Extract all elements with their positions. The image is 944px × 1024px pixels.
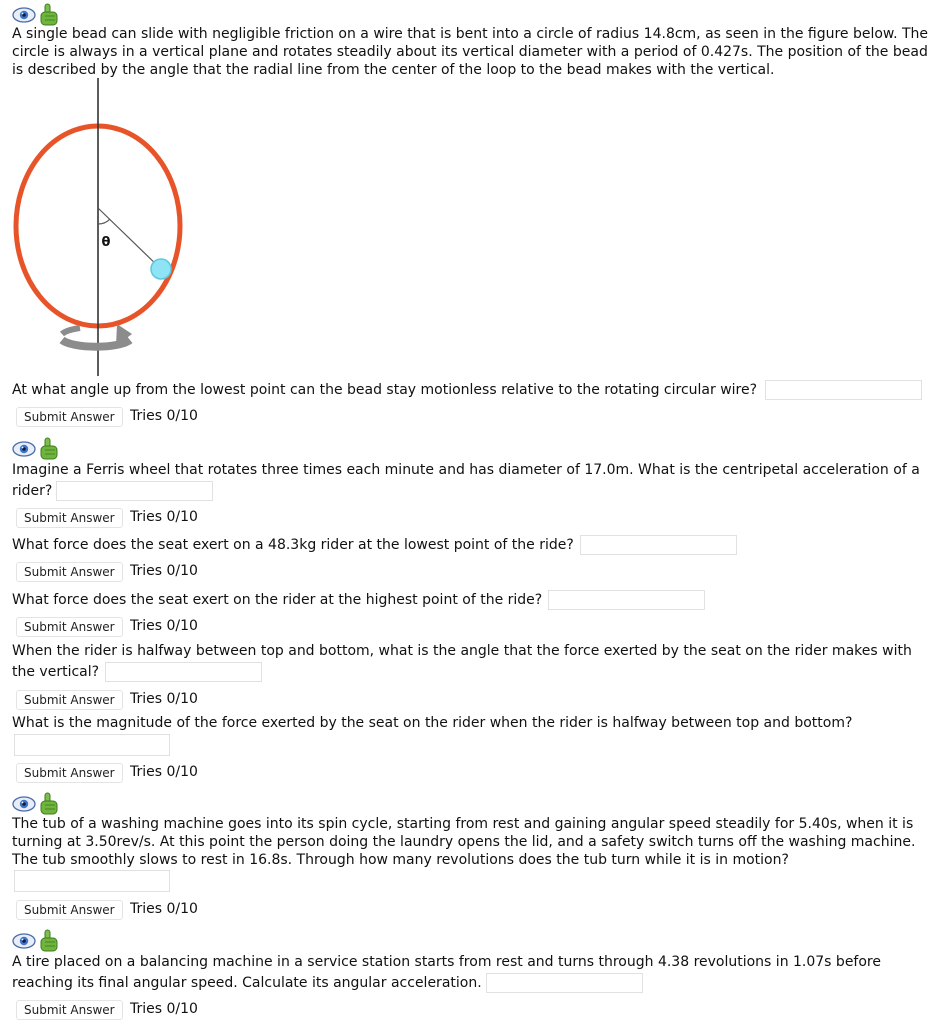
- tries-counter: Tries 0/10: [130, 764, 198, 780]
- problem-2-icons: [12, 437, 62, 461]
- tries-counter: Tries 0/10: [130, 563, 198, 579]
- answer-input[interactable]: [486, 973, 643, 993]
- answer-input[interactable]: [56, 481, 213, 501]
- tries-counter: Tries 0/10: [130, 1001, 198, 1017]
- question-text: At what angle up from the lowest point can the bead stay motionless relative to the rotating circular wire?: [12, 382, 758, 398]
- submit-answer-button[interactable]: Submit Answer: [16, 617, 123, 637]
- problem-4-icons: [12, 929, 62, 953]
- submit-answer-button[interactable]: Submit Answer: [16, 690, 123, 710]
- angle-arc: [98, 219, 110, 224]
- answer-input[interactable]: [14, 734, 170, 756]
- answer-input[interactable]: [548, 590, 705, 610]
- problem-1-intro: A single bead can slide with negligible friction on a wire that is bent into a circle of radius 14.8cm, as seen in the figure below. The circle is always in a vertical plane and rotates steadily about its vertical diameter with a period of 0.427s. The position of the bead is described by the angle that the radial line from the center of the loop to the bead makes with the vertical.: [12, 26, 929, 78]
- submit-answer-button[interactable]: Submit Answer: [16, 1000, 123, 1020]
- hand-icon[interactable]: [38, 3, 60, 27]
- problem-2-part-d: [12, 641, 930, 683]
- answer-input[interactable]: [105, 662, 262, 682]
- theta-label: θ: [101, 235, 111, 250]
- problem-2-part-b: [12, 535, 930, 555]
- question-text: What force does the seat exert on the rider at the highest point of the ride?: [12, 592, 543, 608]
- submit-answer-button[interactable]: Submit Answer: [16, 562, 123, 582]
- eye-icon[interactable]: [12, 441, 36, 457]
- question-text: When the rider is halfway between top and bottom, what is the angle that the force exerted by the seat on the rider makes with the vertical?: [12, 643, 912, 680]
- bead-on-hoop-figure: [0, 78, 200, 378]
- question-text: Imagine a Ferris wheel that rotates three times each minute and has diameter of 17.0m. What is the centripetal acceleration of a rider?: [12, 462, 920, 499]
- problem-1-icons: [12, 3, 62, 27]
- eye-icon[interactable]: [12, 933, 36, 949]
- answer-input[interactable]: [14, 870, 170, 892]
- problem-2-part-e: What is the magnitude of the force exerted by the seat on the rider when the rider is halfway between top and bottom?: [12, 715, 853, 731]
- submit-answer-button[interactable]: Submit Answer: [16, 900, 123, 920]
- tries-counter: Tries 0/10: [130, 509, 198, 525]
- bead: [151, 259, 171, 279]
- problem-2-part-a: [12, 460, 930, 502]
- submit-answer-button[interactable]: Submit Answer: [16, 508, 123, 528]
- question-text: A tire placed on a balancing machine in a service station starts from rest and turns through 4.38 revolutions in 1.07s before reaching its final angular speed. Calculate its angular acceleration.: [12, 954, 881, 991]
- hand-icon[interactable]: [38, 792, 60, 816]
- problem-3-icons: [12, 792, 62, 816]
- tries-counter: Tries 0/10: [130, 618, 198, 634]
- answer-input[interactable]: [765, 380, 922, 400]
- eye-icon[interactable]: [12, 796, 36, 812]
- tries-counter: Tries 0/10: [130, 901, 198, 917]
- submit-answer-button[interactable]: Submit Answer: [16, 407, 123, 427]
- problem-3-question: The tub of a washing machine goes into its spin cycle, starting from rest and gaining angular speed steadily for 5.40s, when it is turning at 3.50rev/s. At this point the person doing the laundry opens the lid, and a safety switch turns off the washing machine. The tub smoothly slows to rest in 16.8s. Through how many revolutions does the tub turn while it is in motion?: [12, 816, 916, 868]
- hand-icon[interactable]: [38, 437, 60, 461]
- question-text: What force does the seat exert on a 48.3kg rider at the lowest point of the ride?: [12, 537, 574, 553]
- problem-1-question: [12, 380, 930, 400]
- eye-icon[interactable]: [12, 7, 36, 23]
- tries-counter: Tries 0/10: [130, 691, 198, 707]
- answer-input[interactable]: [580, 535, 737, 555]
- submit-answer-button[interactable]: Submit Answer: [16, 763, 123, 783]
- tries-counter: Tries 0/10: [130, 408, 198, 424]
- problem-4-question: [12, 952, 930, 994]
- problem-2-part-c: [12, 590, 930, 610]
- hand-icon[interactable]: [38, 929, 60, 953]
